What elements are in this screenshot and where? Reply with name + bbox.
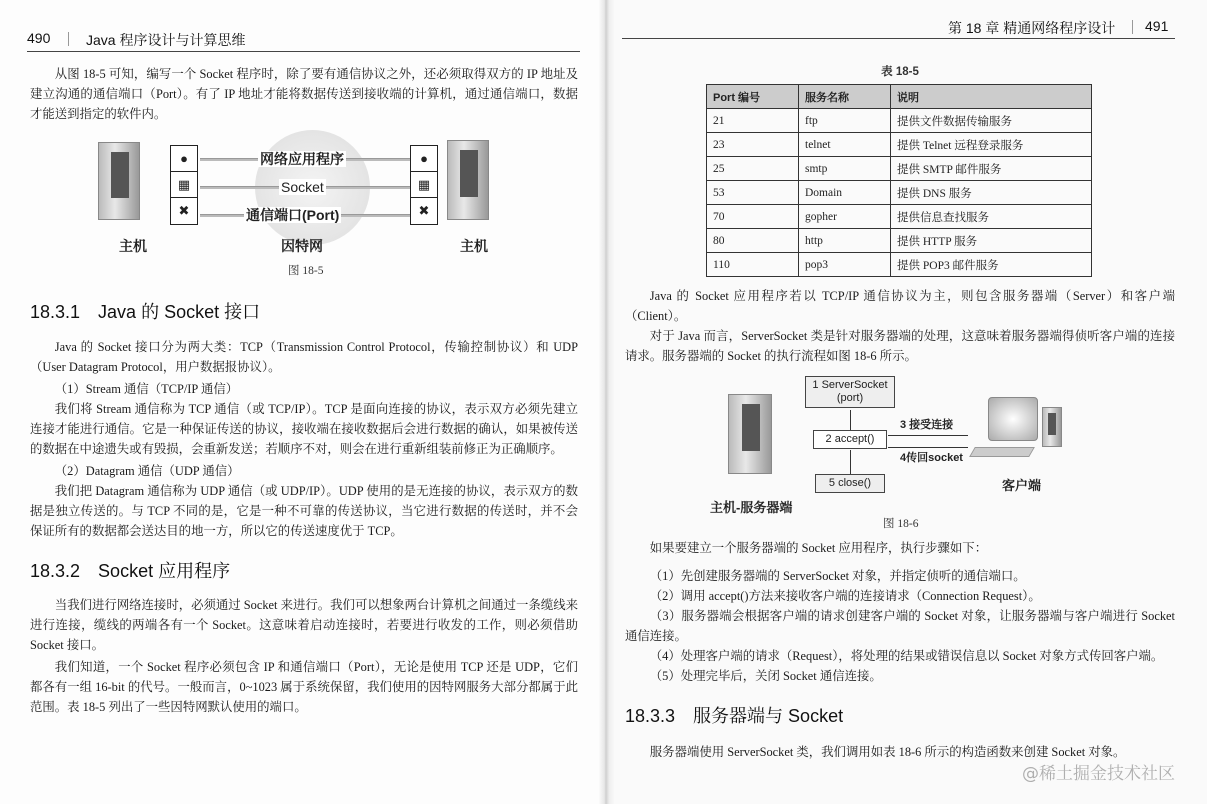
table-cell: 25: [707, 157, 799, 181]
intro-paragraph: 从图 18-5 可知，编写一个 Socket 程序时，除了要有通信协议之外，还必须取得双方的 IP 地址及建立沟通的通信端口（Port）。有了 IP 地址才能将数据传送到接收端的计算机，通过通信端口，数据才能送到指定的软件内。: [30, 67, 578, 121]
table-caption: 表 18-5: [881, 66, 919, 78]
book-title: Java 程序设计与计算思维: [86, 32, 246, 48]
table-cell: http: [799, 229, 891, 253]
figure-18-5: [90, 130, 530, 260]
table-row: [707, 133, 1092, 157]
host-computer-icon: [447, 140, 489, 220]
step-item: （4）处理客户端的请求（Request），将处理的结果或错误信息以 Socket 对象方式传回客户端。: [649, 649, 1164, 663]
table-row: [707, 109, 1092, 133]
page-number: 490: [27, 30, 51, 46]
right-page-body: [625, 64, 1175, 784]
paragraph: 服务器端使用 ServerSocket 类，我们调用如表 18-6 所示的构造函数来创建 Socket 对象。: [649, 745, 1126, 759]
client-label: 客户端: [1002, 478, 1042, 493]
page-number: 491: [1145, 18, 1169, 34]
step-item: （1）先创建服务器端的 ServerSocket 对象，并指定侦听的通信端口。: [649, 569, 1026, 583]
paragraph: 我们将 Stream 通信称为 TCP 通信（或 TCP/IP）。TCP 是面向连接的协议，表示双方必须先建立连接才能进行通信。它是一种保证传送的协议，接收端在接收数据后会进行数据的确认，如果被传送的数据在中途遗失或有毁损，会重新发送；若顺序不对，则会在进行重新组装前修正为正确顺序。: [30, 402, 578, 456]
step-accept: 2 accept(): [813, 430, 887, 449]
label-socket: Socket: [281, 179, 324, 195]
port-icon: ✖: [178, 203, 190, 218]
table-cell: smtp: [799, 157, 891, 181]
table-cell: 110: [707, 253, 799, 277]
paragraph: Java 的 Socket 应用程序若以 TCP/IP 通信协议为主，则包含服务器端（Server）和客户端（Client）。: [625, 289, 1175, 323]
figure-caption: 图 18-5: [288, 265, 324, 277]
client-computer-icon: [988, 397, 1038, 441]
table-cell: 70: [707, 205, 799, 229]
app-icon: ●: [171, 146, 197, 172]
header-divider: [1132, 20, 1133, 34]
step-label: (port): [836, 392, 864, 404]
header-rule: [622, 38, 1175, 39]
socket-icon: ▦: [411, 172, 437, 198]
book-spine: [598, 0, 614, 804]
section-number: 18.3.3: [625, 706, 676, 726]
host-computer-icon: [98, 142, 140, 220]
column-header: 说明: [891, 85, 1092, 109]
table-cell: 提供 DNS 服务: [891, 181, 1092, 205]
table-cell: ftp: [799, 109, 891, 133]
step-item: （2）调用 accept()方法来接收客户端的连接请求（Connection Request）。: [649, 589, 1041, 603]
paragraph: 我们把 Datagram 通信称为 UDP 通信（或 UDP/IP）。UDP 使用的是无连接的协议，表示双方的数据是独立传送的。与 TCP 不同的是，它是一种不可靠的传送协议，当它进行数据的传送时，并不会保证所有的数据都会送达目的地一方，所以它的传送速度优于 TCP。: [30, 484, 578, 538]
table-cell: 提供 SMTP 邮件服务: [891, 157, 1092, 181]
section-number: 18.3.1: [30, 302, 81, 322]
section-heading: [625, 704, 1175, 728]
section-title: Java 的 Socket 接口: [98, 302, 261, 322]
watermark: @稀土掘金技术社区: [1022, 764, 1175, 784]
table-row: [707, 253, 1092, 277]
left-page: [0, 0, 603, 804]
server-computer-icon: [728, 394, 772, 474]
table-cell: 提供信息查找服务: [891, 205, 1092, 229]
paragraph: Java 的 Socket 接口分为两大类：TCP（Transmission Control Protocol，传输控制协议）和 UDP（User Datagram Protocol，用户数据报协议）。: [30, 340, 578, 374]
arrow: [888, 447, 968, 448]
figure-18-6: [710, 372, 1110, 515]
column-header: Port 编号: [707, 85, 799, 109]
list-item: （1）Stream 通信（TCP/IP 通信）: [54, 382, 239, 396]
host-right-label: 主机: [460, 238, 488, 254]
figure-18-5-block: [30, 130, 578, 280]
step-accept-connection: 3 接受连接: [900, 419, 954, 431]
table-cell: 提供 Telnet 远程登录服务: [891, 133, 1092, 157]
internet-label: 因特网: [281, 238, 323, 254]
client-tower-icon: [1042, 407, 1062, 447]
section-title: 服务器端与 Socket: [693, 706, 844, 726]
table-cell: Domain: [799, 181, 891, 205]
table-cell: gopher: [799, 205, 891, 229]
protocol-stack-left: [170, 145, 198, 225]
figure-caption: 图 18-6: [883, 518, 919, 530]
step-item: （5）处理完毕后，关闭 Socket 通信连接。: [649, 669, 882, 683]
port-icon: ✖: [418, 203, 430, 218]
port-table: [706, 84, 1092, 277]
paragraph: 当我们进行网络连接时，必须通过 Socket 来进行。我们可以想象两台计算机之间通过一条缆线来进行连接，缆线的两端各有一个 Socket。这意味着启动连接时，若要进行收发的工作，则必须借助 Socket 接口。: [30, 598, 578, 652]
step-label: 1 ServerSocket: [812, 379, 888, 391]
paragraph: 如果要建立一个服务器端的 Socket 应用程序，执行步骤如下：: [649, 541, 988, 555]
socket-icon: ▦: [171, 172, 197, 198]
label-app: 网络应用程序: [260, 151, 344, 167]
section-number: 18.3.2: [30, 561, 81, 581]
protocol-stack-right: [410, 145, 438, 225]
step-serversocket: [805, 376, 895, 408]
server-label: 主机-服务器端: [710, 500, 793, 515]
step-return-socket: 4传回socket: [900, 452, 963, 464]
keyboard-icon: [969, 447, 1035, 457]
table-cell: 23: [707, 133, 799, 157]
table-row: [707, 157, 1092, 181]
table-row: [707, 205, 1092, 229]
host-left-label: 主机: [119, 238, 147, 254]
header-rule: [27, 51, 580, 52]
app-icon: ●: [411, 146, 437, 172]
arrow: [850, 450, 851, 474]
header-divider: [68, 32, 69, 46]
arrow: [850, 410, 851, 430]
table-cell: 提供 POP3 邮件服务: [891, 253, 1092, 277]
left-page-body: [30, 64, 578, 717]
table-cell: 提供 HTTP 服务: [891, 229, 1092, 253]
table-cell: pop3: [799, 253, 891, 277]
section-heading: [30, 559, 578, 583]
table-cell: 53: [707, 181, 799, 205]
table-cell: 提供文件数据传输服务: [891, 109, 1092, 133]
section-title: Socket 应用程序: [98, 561, 231, 581]
step-item: （3）服务器端会根据客户端的请求创建客户端的 Socket 对象，让服务器端与客户端进行 Socket 通信连接。: [625, 609, 1175, 643]
chapter-title: 第 18 章 精通网络程序设计: [948, 20, 1116, 36]
table-cell: 21: [707, 109, 799, 133]
table-cell: 80: [707, 229, 799, 253]
table-cell: telnet: [799, 133, 891, 157]
paragraph: 我们知道，一个 Socket 程序必须包含 IP 和通信端口（Port），无论是使用 TCP 还是 UDP，它们都各有一组 16-bit 的代号。一般而言，0~1023 属于系统保留，我们使用的因特网服务大部分都属于此范围。表 18-5 列出了一些因特网默认使用的端口。: [30, 660, 578, 714]
step-close: 5 close(): [815, 474, 885, 493]
column-header: 服务名称: [799, 85, 891, 109]
right-page: [610, 0, 1207, 804]
label-port: 通信端口(Port): [246, 207, 340, 223]
table-row: [707, 181, 1092, 205]
arrow: [888, 435, 968, 436]
list-item: （2）Datagram 通信（UDP 通信）: [54, 464, 240, 478]
paragraph: 对于 Java 而言，ServerSocket 类是针对服务器端的处理，这意味着服务器端得侦听客户端的连接请求。服务器端的 Socket 的执行流程如图 18-6 所示。: [625, 329, 1175, 363]
section-heading: [30, 300, 578, 324]
table-row: [707, 229, 1092, 253]
figure-18-6-block: [625, 372, 1175, 532]
